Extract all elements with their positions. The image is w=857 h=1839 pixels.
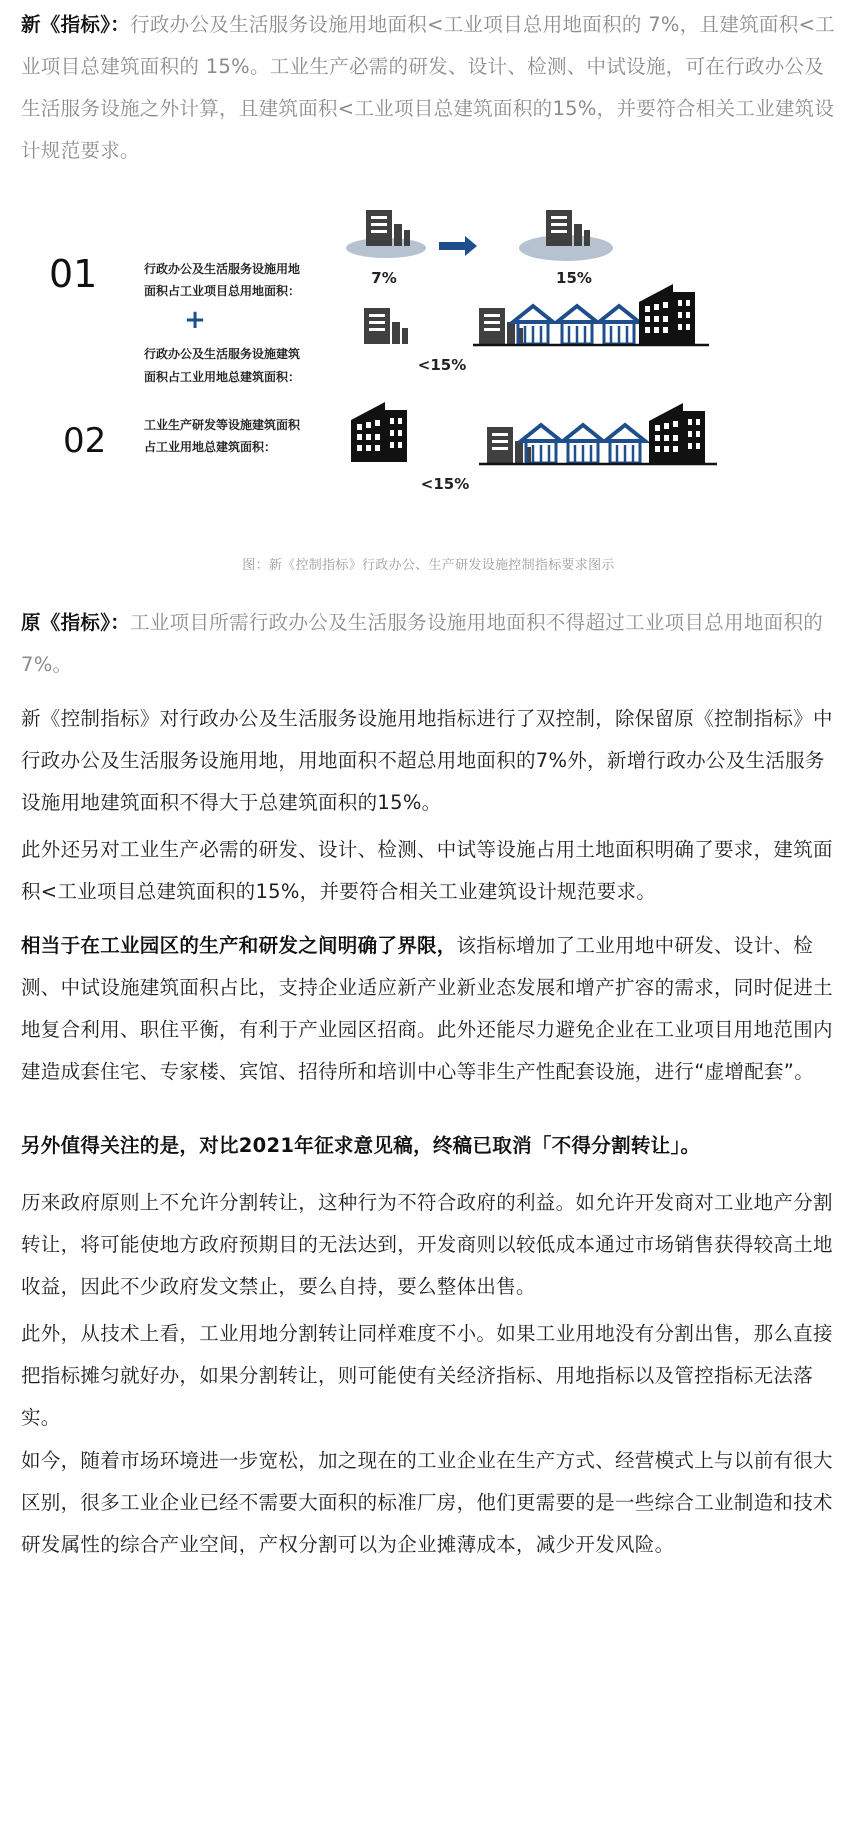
paragraph-government-policy: 历来政府原则上不允许分割转让，这种行为不符合政府的利益。如允许开发商对工业地产分割转让，将可能使地方政府预期目的无法达到，开发商则以较低成本通过市场销售获得较高土地收益，因此不少政府发文禁止，要么自持，要么整体出售。 [21, 1191, 833, 1298]
plus-sign: + [184, 305, 206, 335]
row1-label-top-line1: 行政办公及生活服务设施用地 [144, 262, 301, 276]
row2-label-line1: 工业生产研发等设施建筑面积 [144, 418, 301, 432]
research-building-icon [351, 402, 407, 462]
paragraph-boundary [21, 925, 835, 1093]
indicator-figure [21, 195, 835, 605]
paragraph-no-split-note: 另外值得关注的是，对比2021年征求意见稿，终稿已取消「不得分割转让」。 [21, 1134, 701, 1157]
row2-number: 02 [63, 421, 107, 461]
paragraph-bold-lead: 相当于在工业园区的生产和研发之间明确了界限， [21, 934, 457, 957]
pct-large: 15% [556, 269, 592, 287]
arrow-right-icon [439, 236, 477, 256]
paragraph-old-indicator [21, 602, 835, 686]
paragraph-text: 工业项目所需行政办公及生活服务设施用地面积不得超过工业项目总用地面积的7%。 [21, 611, 824, 676]
office-building-icon [364, 308, 408, 344]
row1-label-bottom-line1: 行政办公及生活服务设施建筑 [144, 347, 301, 361]
paragraph-technical: 此外，从技术上看，工业用地分割转让同样难度不小。如果工业用地没有分割出售，那么直接把指标摊匀就好办，如果分割转让，则可能使有关经济指标、用地指标以及管控指标无法落实。 [21, 1322, 833, 1429]
row1-label-bottom-line2: 面积占工业用地总建筑面积： [144, 370, 301, 384]
paragraph-label: 原《指标》： [21, 611, 131, 634]
row1-number: 01 [49, 252, 98, 296]
paragraph-market-change: 如今，随着市场环境进一步宽松，加之现在的工业企业在生产方式、经营模式上与以前有很大区别，很多工业企业已经不需要大面积的标准厂房，他们更需要的是一些综合工业制造和技术研发属性的综合产业空间，产权分割可以为企业摊薄成本，减少开发风险。 [21, 1449, 833, 1556]
pct-small: 7% [371, 269, 397, 287]
industrial-park-row2 [479, 403, 717, 464]
paragraph-text: 该指标增加了工业用地中研发、设计、检测、中试设施建筑面积占比，支持企业适应新产业新业态发展和增产扩容的需求，同时促进土地复合利用、职住平衡，有利于产业园区招商。此外还能尽力避免企业在工业项目用地范围内建造成套住宅、专家楼、宾馆、招待所和培训中心等非生产性配套设施，进行“虚增配套”。 [21, 934, 833, 1083]
paragraph-text: 行政办公及生活服务设施用地面积<工业项目总用地面积的 7%，且建筑面积<工业项目总建筑面积的 15%。工业生产必需的研发、设计、检测、中试设施，可在行政办公及生活服务设施之外计算，且建筑面积<工业项目总建筑面积的15%，并要符合相关工业建筑设计规范要求。 [21, 13, 835, 162]
figure-caption: 图：新《控制指标》行政办公、生产研发设施控制指标要求图示 [242, 558, 615, 573]
paragraph-label: 新《指标》： [21, 13, 131, 36]
row2-label-line2: 占工业用地总建筑面积： [144, 440, 277, 454]
row1-label-top-line2: 面积占工业项目总用地面积： [144, 284, 301, 298]
industrial-park-row1 [473, 284, 709, 345]
paragraph-dual-control: 新《控制指标》对行政办公及生活服务设施用地指标进行了双控制，除保留原《控制指标》中行政办公及生活服务设施用地，用地面积不超总用地面积的7%外，新增行政办公及生活服务设施用地建筑面积不得大于总建筑面积的15%。 [21, 707, 833, 814]
pct-row2: <15% [420, 475, 470, 493]
paragraph-new-indicator [21, 4, 835, 172]
pct-building-row1: <15% [417, 356, 467, 374]
paragraph-rd-requirement: 此外还另对工业生产必需的研发、设计、检测、中试等设施占用土地面积明确了要求，建筑面积<工业项目总建筑面积的15%，并要符合相关工业建筑设计规范要求。 [21, 838, 833, 903]
